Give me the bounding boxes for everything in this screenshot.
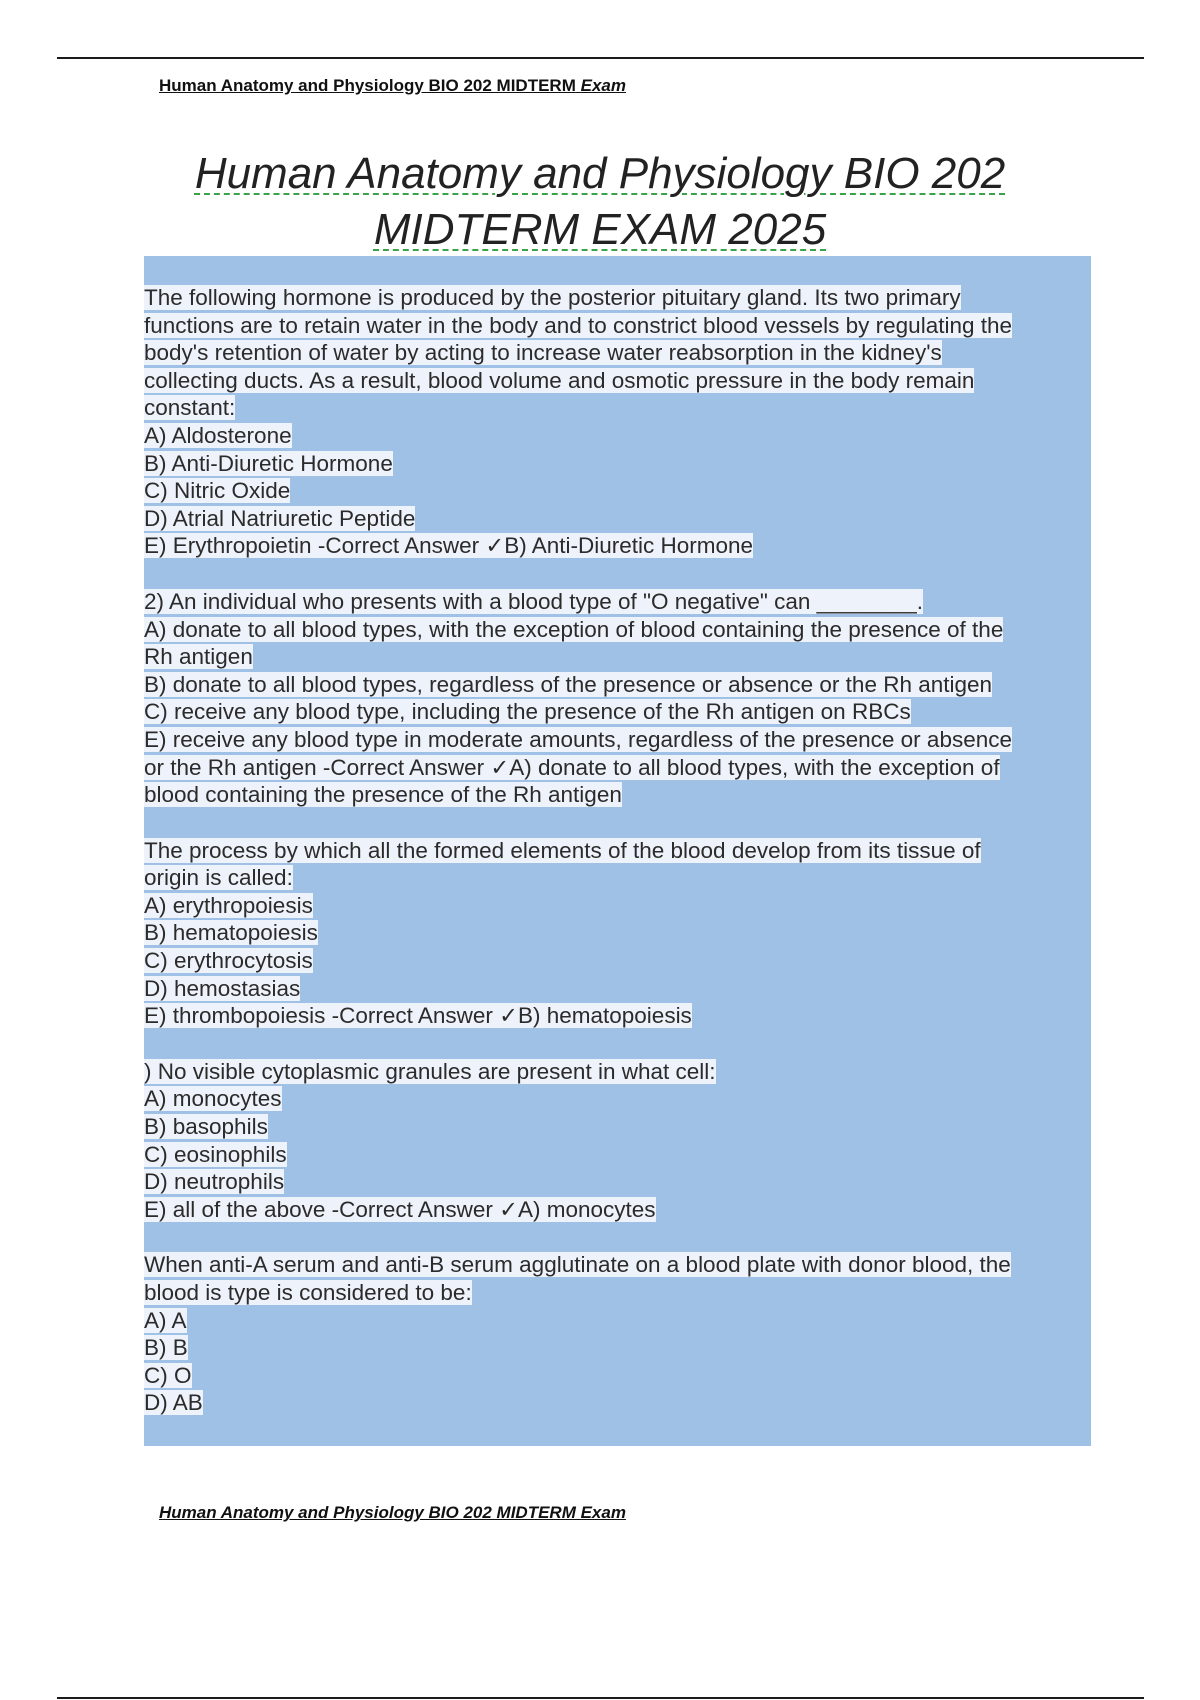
question-line-text: B) basophils — [144, 1114, 268, 1140]
question-line — [144, 671, 1084, 699]
question-line — [144, 532, 1084, 560]
question-line — [144, 781, 1084, 809]
question-block — [144, 837, 1084, 1030]
question-line — [144, 394, 1084, 422]
question-block — [144, 284, 1084, 560]
question-line-text: A) Aldosterone — [144, 422, 292, 448]
question-line — [144, 1196, 1084, 1224]
question-line-text: B) B — [144, 1335, 188, 1361]
question-block — [144, 1251, 1084, 1417]
question-line-text: The following hormone is produced by the posterior pituitary gland. Its two primary — [144, 285, 961, 310]
question-line — [144, 1251, 1084, 1279]
question-line-text: The process by which all the formed elements of the blood develop from its tissue of — [144, 837, 981, 863]
question-line-text: D) neutrophils — [144, 1169, 285, 1195]
question-line-text: D) AB — [144, 1390, 203, 1416]
question-line — [144, 477, 1084, 505]
question-line-text: C) Nitric Oxide — [144, 478, 291, 504]
page-title — [140, 146, 1060, 258]
question-line-text: A) monocytes — [144, 1086, 282, 1112]
question-line — [144, 1334, 1084, 1362]
question-line-text: C) O — [144, 1362, 192, 1388]
bottom-rule — [57, 1697, 1144, 1699]
question-line — [144, 698, 1084, 726]
title-line-1: Human Anatomy and Physiology BIO 202 — [194, 149, 1006, 198]
question-line-text: Rh antigen — [144, 644, 253, 670]
question-line-text: blood is type is considered to be: — [144, 1280, 472, 1305]
question-line-text: A) erythropoiesis — [144, 892, 313, 918]
question-line-text: B) hematopoiesis — [144, 920, 318, 946]
question-line — [144, 726, 1084, 754]
question-line — [144, 1085, 1084, 1113]
question-line — [144, 892, 1084, 920]
question-line-text: collecting ducts. As a result, blood volume and osmotic pressure in the body remain — [144, 367, 975, 393]
running-header-title: Human Anatomy and Physiology BIO 202 MIDTERM — [159, 76, 576, 95]
question-line-text: C) receive any blood type, including the presence of the Rh antigen on RBCs — [144, 699, 911, 725]
question-line — [144, 339, 1084, 367]
title-line-2: MIDTERM EXAM 2025 — [373, 205, 827, 254]
question-line-text: E) receive any blood type in moderate amounts, regardless of the presence or absence — [144, 726, 1012, 752]
question-line-text: constant: — [144, 395, 236, 421]
question-line — [144, 1362, 1084, 1390]
question-line — [144, 1389, 1084, 1417]
question-line-text: body's retention of water by acting to increase water reabsorption in the kidney's — [144, 340, 942, 366]
running-header-exam: Exam — [580, 76, 626, 95]
question-line — [144, 643, 1084, 671]
question-line — [144, 284, 1084, 312]
question-line — [144, 837, 1084, 865]
question-line — [144, 367, 1084, 395]
question-line — [144, 422, 1084, 450]
question-line — [144, 1058, 1084, 1086]
question-line — [144, 1168, 1084, 1196]
question-line — [144, 947, 1084, 975]
question-line — [144, 864, 1084, 892]
question-line — [144, 975, 1084, 1003]
question-line-text: 2) An individual who presents with a blood type of "O negative" can ________. — [144, 588, 923, 614]
questions-content — [144, 284, 1084, 1445]
question-line — [144, 1279, 1084, 1307]
question-block — [144, 1058, 1084, 1224]
question-line — [144, 754, 1084, 782]
question-line — [144, 1002, 1084, 1030]
question-line-text: A) A — [144, 1307, 187, 1333]
question-line — [144, 616, 1084, 644]
top-rule — [57, 57, 1144, 59]
question-line-text: B) donate to all blood types, regardless of the presence or absence or the Rh antigen — [144, 671, 993, 697]
question-line — [144, 588, 1084, 616]
question-line-text: origin is called: — [144, 865, 293, 891]
question-line — [144, 919, 1084, 947]
question-line-text: functions are to retain water in the body and to constrict blood vessels by regulating the — [144, 312, 1013, 338]
question-line — [144, 1141, 1084, 1169]
question-line-text: B) Anti-Diuretic Hormone — [144, 450, 393, 476]
question-line-text: A) donate to all blood types, with the exception of blood containing the presence of the — [144, 616, 1004, 642]
question-line-text: D) Atrial Natriuretic Peptide — [144, 505, 416, 531]
running-header — [159, 76, 626, 96]
question-line-text: E) Erythropoietin -Correct Answer ✓B) Anti-Diuretic Hormone — [144, 533, 754, 559]
question-line — [144, 1113, 1084, 1141]
question-line-text: D) hemostasias — [144, 975, 301, 1001]
question-line-text: C) eosinophils — [144, 1141, 287, 1167]
question-line-text: or the Rh antigen -Correct Answer ✓A) donate to all blood types, with the exception of — [144, 754, 1000, 780]
question-line-text: C) erythrocytosis — [144, 948, 313, 974]
question-line — [144, 312, 1084, 340]
question-block — [144, 588, 1084, 809]
question-line-text: ) No visible cytoplasmic granules are present in what cell: — [144, 1058, 716, 1084]
running-footer: Human Anatomy and Physiology BIO 202 MIDTERM Exam — [159, 1503, 626, 1522]
question-line-text: E) all of the above -Correct Answer ✓A) monocytes — [144, 1196, 656, 1222]
question-line — [144, 505, 1084, 533]
question-line-text: blood containing the presence of the Rh antigen — [144, 782, 622, 808]
question-line — [144, 450, 1084, 478]
question-line — [144, 1307, 1084, 1335]
question-line-text: E) thrombopoiesis -Correct Answer ✓B) hematopoiesis — [144, 1003, 692, 1029]
question-line-text: When anti-A serum and anti-B serum agglutinate on a blood plate with donor blood, the — [144, 1252, 1011, 1278]
